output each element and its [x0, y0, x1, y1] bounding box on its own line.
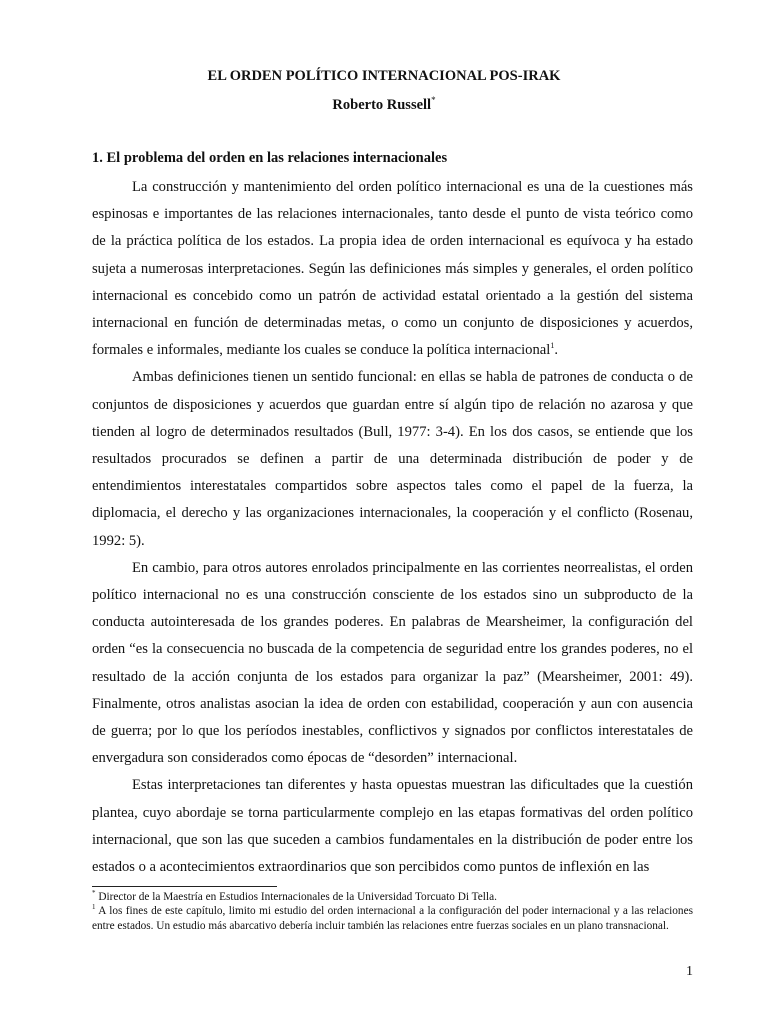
footnote-author-text: Director de la Maestría en Estudios Internacionales de la Universidad Torcuato Di Tella.	[95, 891, 497, 903]
author-name-text: Roberto Russell	[332, 96, 432, 113]
document-title: EL ORDEN POLÍTICO INTERNACIONAL POS-IRAK	[207, 68, 561, 84]
section-heading: 1. El problema del orden en las relaciones internacionales	[92, 150, 448, 166]
author-footnote-mark: *	[431, 95, 436, 105]
author-name	[0, 95, 768, 114]
footnote-1-mark: 1	[92, 903, 96, 912]
footnote-author	[92, 890, 693, 904]
footnote-author-mark: *	[92, 889, 96, 898]
paragraph-3: En cambio, para otros autores enrolados principalmente en las corrientes neorrealistas, el orden político internacional no es una construcción consciente de los estados sino un subproducto de la conducta autointeresada de los grandes poderes. En palabras de Mearsheimer, la configuración del orden “es la consecuencia no buscada de la competencia de seguridad entre los grandes poderes, no el resultado de la acción conjunta de los estados para organizar la paz” (Mearsheimer, 2001: 49). Finalmente, otros analistas asocian la idea de orden con estabilidad, cooperación y aun con ausencia de guerra; por lo que los períodos inestables, conflictivos y signados por conflictos interestatales de envergadura son considerados como épocas de “desorden” internacional.	[92, 559, 693, 767]
footnote-divider	[92, 886, 277, 887]
footnotes	[92, 890, 693, 933]
paragraph-1-text: La construcción y mantenimiento del orden político internacional es una de la cuestiones más espinosas e importantes de las relaciones internacionales, tanto desde el punto de vista teórico como de la práctica política de los estados. La propia idea de orden internacional es equívoca y ha estado sujeta a numerosas interpretaciones. Según las definiciones más simples y generales, el orden político internacional es concebido como un patrón de actividad estatal orientado a la gestión del sistema internacional en función de determinadas metas, o como un conjunto de disposiciones y acuerdos, formales e informales, mediante los cuales se conduce la política internacional	[92, 179, 693, 359]
paragraph-1-end: .	[554, 342, 558, 359]
footnote-1	[92, 904, 693, 933]
paragraph-2: Ambas definiciones tienen un sentido funcional: en ellas se habla de patrones de conducta o de conjuntos de disposiciones y acuerdos que guardan entre sí algún tipo de relación no azarosa y que tienden al logro de determinados resultados (Bull, 1977: 3-4). En los dos casos, se entiende que los resultados procurados se definen a partir de una determinada distribución de poder y de entendimientos interestatales compartidos sobre aspectos tales como el papel de la fuerza, la diplomacia, el derecho y las organizaciones internacionales, la cooperación y el conflicto (Rosenau, 1992: 5).	[92, 369, 693, 549]
paragraph-1	[92, 174, 693, 364]
paragraph-4: Estas interpretaciones tan diferentes y hasta opuestas muestran las dificultades que la cuestión plantea, cuyo abordaje se torna particularmente complejo en las etapas formativas del orden político internacional, que son las que suceden a cambios fundamentales en la distribución de poder entre los estados o a acontecimientos extraordinarios que son percibidos como puntos de inflexión en las	[92, 777, 693, 876]
footnote-ref-1: 1	[550, 341, 555, 351]
page-number: 1	[686, 964, 693, 979]
footnote-1-text: A los fines de este capítulo, limito mi estudio del orden internacional a la configuración del poder internacional y a las relaciones entre estados. Un estudio más abarcativo debería incluir también las relaciones entre fuerzas sociales en un plano transnacional.	[92, 905, 693, 932]
body-text	[92, 174, 693, 881]
